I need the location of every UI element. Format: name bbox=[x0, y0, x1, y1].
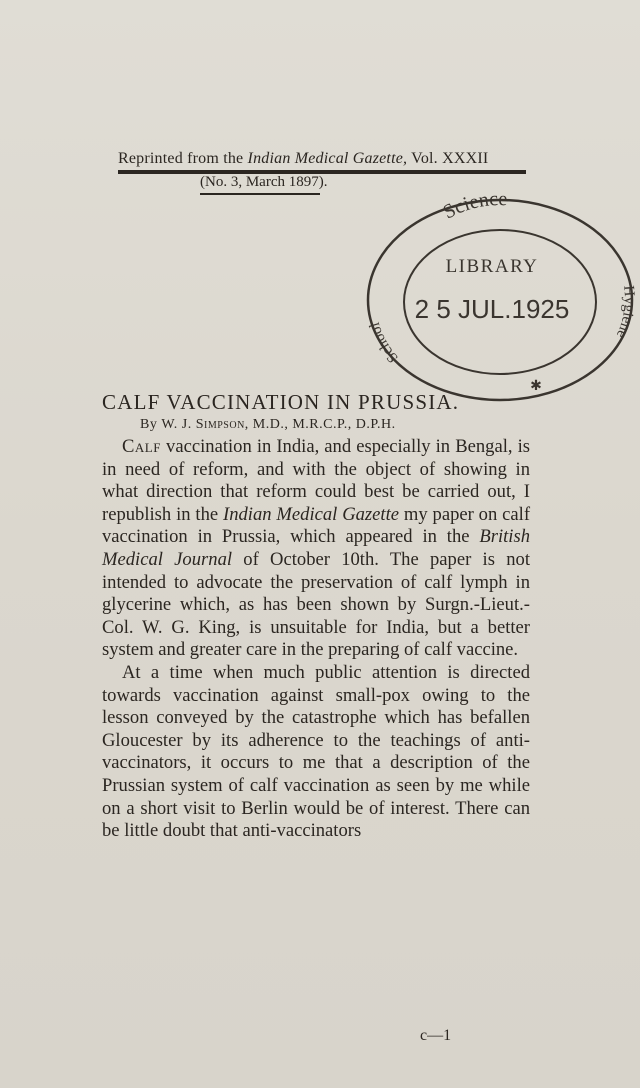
stamp-date: 2 5 JUL.1925 bbox=[414, 294, 570, 324]
byline bbox=[140, 417, 396, 433]
paragraph-1-text-b: my paper on calf vaccination in Prussia, which appeared in the bbox=[102, 503, 531, 548]
paragraph-1-text-a: vaccination in India, and especially in Bengal, is in need of reform, and with the object of showing in what direction that reform could best be carried out, I republish in the bbox=[102, 436, 530, 525]
svg-text:School bbox=[367, 320, 402, 365]
svg-text:Science bbox=[440, 190, 508, 224]
reprint-volume: Vol. XXXII bbox=[407, 150, 489, 167]
star-icon: ✱ bbox=[530, 378, 542, 394]
article-body bbox=[102, 436, 530, 843]
stamp-library-label: LIBRARY bbox=[445, 256, 539, 277]
issue-line: (No. 3, March 1897). bbox=[200, 174, 328, 190]
reprint-notice bbox=[118, 150, 538, 168]
stamp-right-arc: Hygiene bbox=[612, 284, 638, 341]
paragraph-1-text-c: of October 10th. The paper is not intended to advocate the preservation of calf lymph in glycerine which, as has been shown by Surgn.-Lieut.-Col. W. G. King, is unsuitable for India, but a better system and greater care in the preparing of calf vaccine. bbox=[102, 548, 530, 661]
byline-prefix: By bbox=[140, 417, 158, 432]
svg-text:Hygiene bbox=[613, 285, 637, 341]
journal-reference-1: Indian Medical Gazette bbox=[223, 503, 400, 525]
author-credentials: M.D., M.R.C.P., D.P.H. bbox=[252, 417, 396, 432]
library-stamp bbox=[360, 190, 640, 420]
paragraph-2: At a time when much public attention is directed towards vaccination against small-pox owing to the lesson conveyed by the catastrophe which has befallen Gloucester by its adherence to the teachings of anti-vaccinators, it occurs to me that a description of the Prussian system of calf vaccination as seen by me while on a short visit to Berlin would be of interest. There can be little doubt that anti-vaccinators bbox=[102, 661, 530, 842]
paragraph-1 bbox=[102, 436, 530, 662]
lead-word: Calf bbox=[122, 436, 161, 457]
journal-reference-2: British Medical Journal bbox=[102, 526, 530, 570]
issue-rule bbox=[200, 193, 320, 195]
signature-mark: c—1 bbox=[420, 1027, 452, 1044]
stamp-top-arc: Science bbox=[439, 190, 508, 224]
reprint-prefix: Reprinted from the bbox=[118, 150, 248, 167]
journal-name: Indian Medical Gazette, bbox=[247, 150, 408, 167]
author-name: W. J. Simpson, bbox=[161, 417, 249, 432]
article-title: CALF VACCINATION IN PRUSSIA. bbox=[102, 390, 460, 414]
stamp-left-arc: School bbox=[366, 320, 402, 366]
